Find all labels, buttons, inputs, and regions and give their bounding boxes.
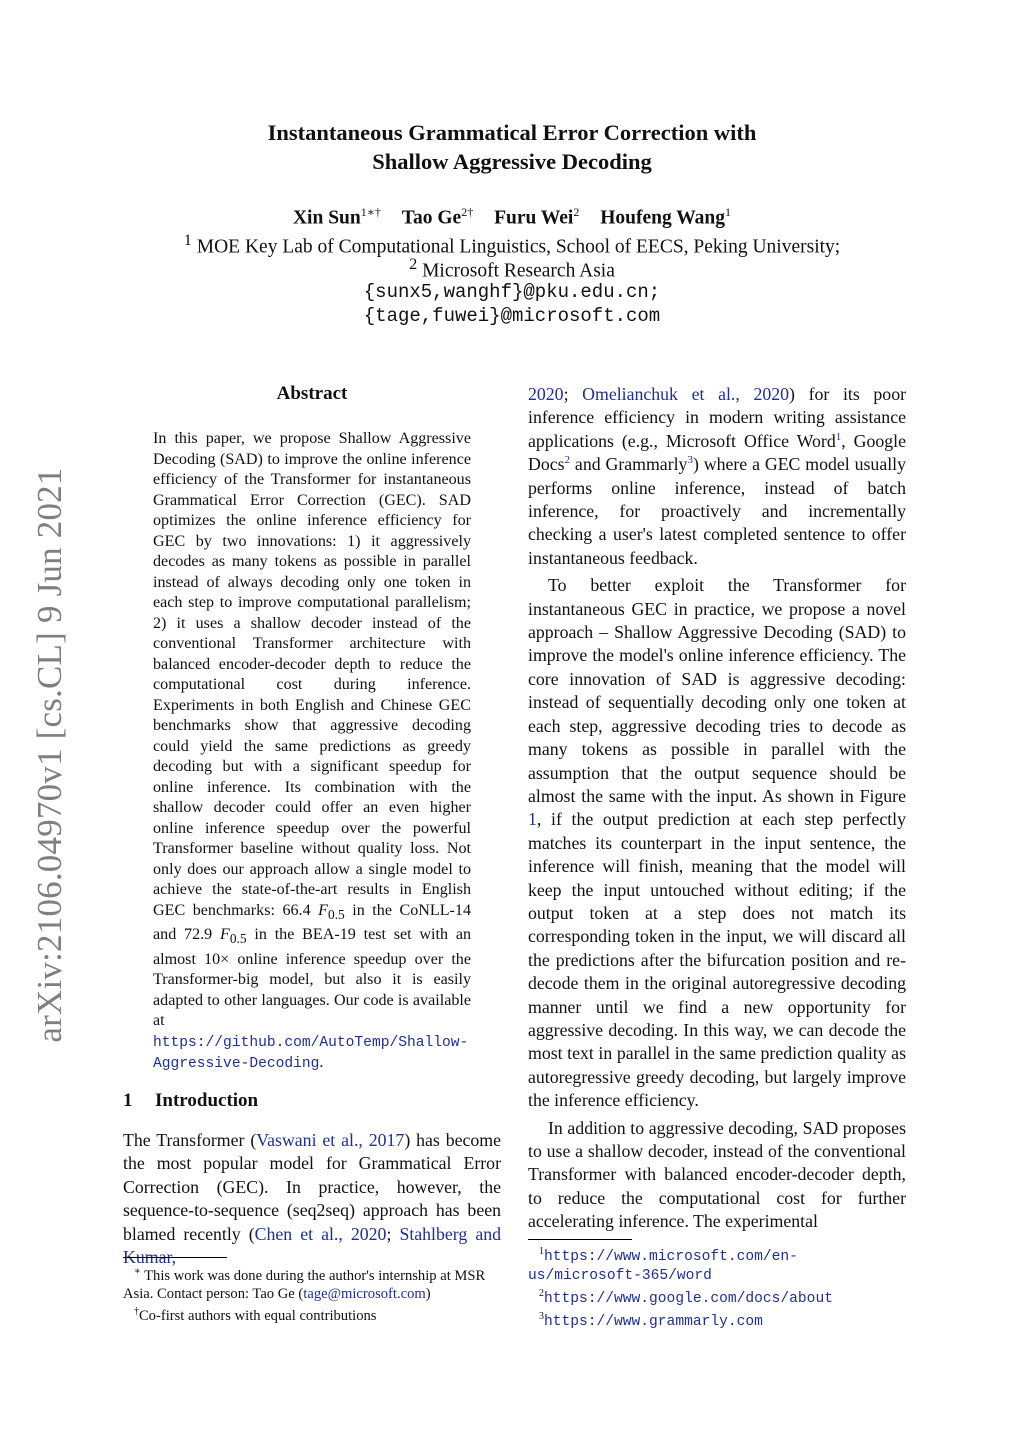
citation-year[interactable]: 2020 [528,384,564,404]
intro-text: To better exploit the Transformer for instantaneous GEC in practice, we propose a novel approach – Shallow Aggressive Decoding (SAD) to improve the model's online inference efficiency. The core innovation of SAD is aggressive decoding: instead of sequentially decoding only one token at each step, aggressive decoding tries to decode as many tokens as possible in parallel with the assumption that the output sequence should be almost the same with the input. As shown in Figure [528,575,906,806]
intro-text: ; [563,384,583,404]
footnote [123,1263,501,1303]
title-line-2: Shallow Aggressive Decoding [372,149,652,174]
intro-text: ) has become the most popular model for Grammatical Error Correction (GEC). In practice, however, the sequence-to-sequence (seq2seq) approach has been blamed recently ( [123,1130,502,1244]
intro-paragraph-2 [528,574,906,1112]
author-name: Furu Wei [494,207,574,229]
footnote-rule [528,1239,632,1240]
footnotes-left [123,1263,501,1325]
footnote [528,1308,906,1331]
author-list [0,205,1024,230]
f-score-subscript: 0.5 [229,931,247,947]
author-marks: 1∗† [360,205,381,219]
intro-text: , if the output prediction at each step perfectly matches its counterpart in the input sentence, the inference will finish, meaning that the model will keep the input untouched without editing; if the output token at a step does not match its corresponding token in the input, we will discard all the predictions after the bifurcation position and re-decode them in the original autoregressive decoding manner until we find a new opportunity for aggressive decoding. In this way, we can decode the most text in parallel in the same prediction quality as autoregressive greedy decoding, but largely improve the inference efficiency. [528,809,906,1111]
author-name: Houfeng Wang [600,207,726,229]
footnote-mark: ∗ [133,1266,141,1277]
footnotes-right [528,1243,906,1331]
abstract-text: In this paper, we propose Shallow Aggressive Decoding (SAD) to improve the online inference efficiency of the Transformer for instantaneous Grammatical Error Correction (GEC). SAD optimizes the online inference efficiency for GEC by two innovations: 1) it aggressively decodes as many tokens as possible in parallel instead of always decoding only one token in each step to improve computational parallelism; 2) it uses a shallow decoder instead of the conventional Transformer architecture with balanced encoder-decoder depth to reduce the computational cost during inference. Experiments in both English and Chinese GEC benchmarks show that aggressive decoding could yield the same predictions as greedy decoding but with a significant speedup for online inference. Its combination with the shallow decoder could offer an even higher online inference speedup over the powerful Transformer baseline without quality loss. Not only does our approach allow a single model to achieve the state-of-the-art results in English GEC benchmarks: 66.4 [153,430,471,919]
email-line-1: {sunx5,wanghf}@pku.edu.cn; [363,281,661,303]
intro-text: ; [386,1223,400,1244]
affiliation-mark: 2 [409,255,418,273]
author [293,205,381,230]
f-score-symbol: F [318,901,328,919]
abstract-heading: Abstract [276,383,348,404]
section-heading-introduction [123,1090,258,1112]
author-marks: 2† [461,205,474,219]
author [402,205,473,230]
footnote-mark: † [133,1305,139,1317]
footnote-text: Co-first authors with equal contributions [138,1307,377,1324]
title-line-1: Instantaneous Grammatical Error Correction with [267,120,757,145]
affiliation-mark: 1 [183,231,192,249]
affiliation-2 [0,255,1024,283]
author [494,205,579,230]
footnote-url-link[interactable]: https://www.google.com/docs/about [543,1291,833,1308]
intro-paragraph-1-continued [528,383,906,570]
footnote-ref[interactable]: 2 [564,454,571,467]
author [600,205,731,230]
intro-paragraph-3: In addition to aggressive decoding, SAD proposes to use a shallow decoder, instead of the conventional Transformer with balanced encoder-decoder depth, to reduce the computational cost for further accelerating inference. The experimental [528,1117,906,1232]
footnote-rule [123,1257,227,1258]
paper-title [0,118,1024,176]
footnote-url-link[interactable]: https://www.microsoft.com/en-us/microsoft-365/word [528,1248,798,1285]
footnote-mark: 2 [538,1288,544,1300]
footnote [528,1285,906,1308]
affiliation-text: MOE Key Lab of Computational Linguistics, School of EECS, Peking University; [191,236,841,258]
affiliation-text: Microsoft Research Asia [417,260,615,282]
author-name: Xin Sun [292,207,361,229]
author-marks: 2 [573,205,580,219]
intro-text: ) for its poor inference efficiency in modern writing assistance applications (e.g., Microsoft Office Word [528,384,907,451]
footnote-url-link[interactable]: https://www.grammarly.com [543,1314,763,1331]
citation-link[interactable]: Chen et al., 2020 [254,1223,387,1244]
f-score-symbol: F [220,926,230,944]
code-repository-link[interactable]: https://github.com/AutoTemp/Shallow-Aggressive-Decoding [153,1034,469,1073]
figure-reference-link[interactable]: 1 [528,809,537,830]
abstract-body [153,429,471,1075]
section-number: 1 [123,1090,133,1111]
footnote-ref[interactable]: 3 [687,454,693,467]
intro-text: , Google Docs [528,430,906,475]
intro-text: and Grammarly [570,454,688,475]
footnote-mark: 1 [538,1246,544,1257]
footnote-text: This work was done during the author's internship at MSR Asia. Contact person: Tao Ge ( [123,1267,486,1302]
citation-link[interactable]: Vaswani et al., 2017 [256,1130,405,1150]
citation-link[interactable]: Omelianchuk et al., 2020 [582,384,790,404]
f-score-subscript: 0.5 [327,906,345,922]
citation-link[interactable]: Stahlberg and Kumar, [123,1223,501,1268]
footnote-mark: 3 [538,1311,544,1323]
email-line-2: {tage,fuwei}@microsoft.com [363,305,661,327]
section-title: Introduction [155,1090,259,1111]
intro-paragraph-left [123,1129,501,1269]
abstract-text: in the CoNLL-14 and 72.9 [153,901,471,944]
footnote-ref[interactable]: 1 [835,430,842,443]
contact-email-link[interactable]: tage@microsoft.com [303,1285,426,1302]
intro-text: ) where a GEC model usually performs online inference, instead of batch inference, for proactively and incrementally checking a user's latest completed sentence to offer instantaneous feedback. [528,454,906,568]
intro-text: The Transformer ( [123,1130,257,1150]
author-name: Tao Ge [401,207,462,229]
right-column [528,383,906,1234]
footnote [123,1303,501,1325]
abstract-text: in the BEA-19 test set with an almost 10× online inference speedup over the Transformer-big model, but also it is easily adapted to other languages. Our code is available at [153,926,472,1030]
author-marks: 1 [725,205,732,219]
footnote-text: ) [425,1285,431,1302]
abstract-text: . [319,1054,324,1072]
footnote [528,1243,906,1285]
arxiv-identifier-stamp: arXiv:2106.04970v1 [cs.CL] 9 Jun 2021 [30,467,69,1043]
